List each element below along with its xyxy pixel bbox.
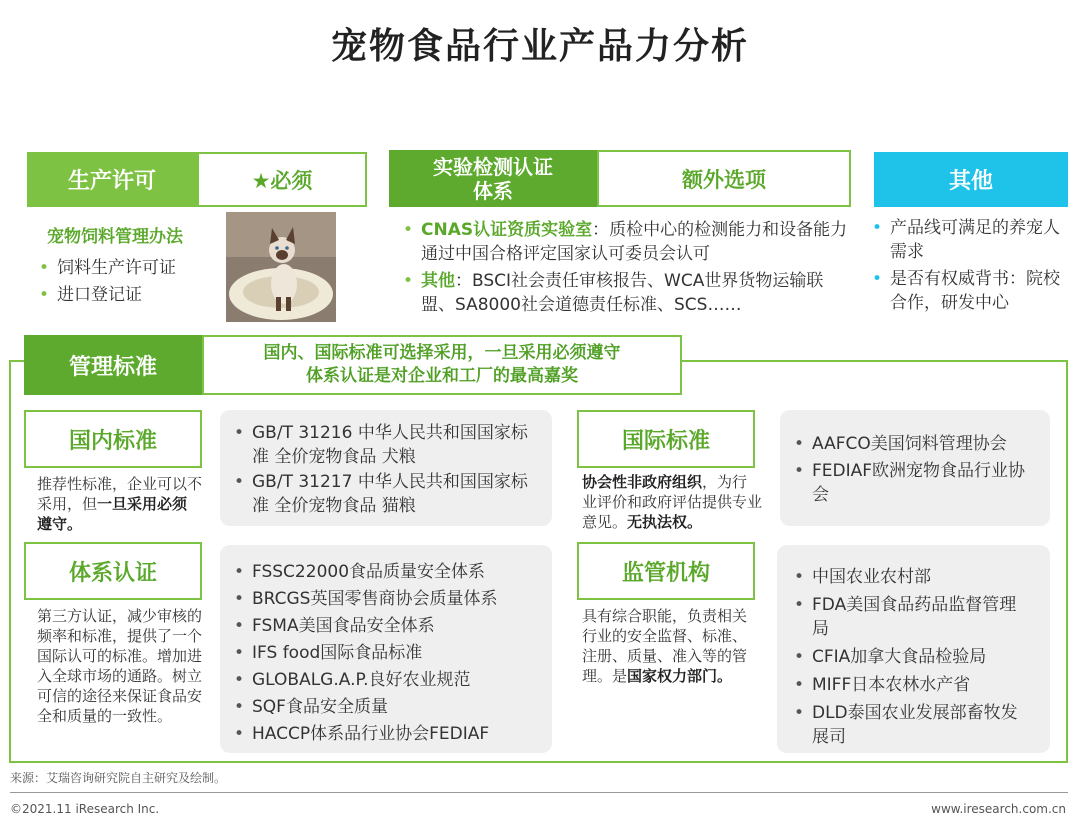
license-tag: ★必须 — [197, 152, 367, 207]
copyright: ©2021.11 iResearch Inc. — [10, 802, 160, 816]
list-item: • FSMA美国食品安全体系 — [232, 613, 547, 640]
regulator-desc — [582, 606, 757, 686]
list-item: • CFIA加拿大食品检验局 — [792, 645, 1032, 669]
page-title: 宠物食品行业产品力分析 — [330, 26, 749, 67]
list-item: • 是否有权威背书：院校合作，研发中心 — [870, 267, 1068, 315]
list-item — [401, 269, 851, 317]
regulator-list — [792, 565, 1032, 749]
regulator-desc-text: 具有综合职能，负责相关行业的安全监督、标准、注册、质量、准入等的管理。是 — [582, 607, 748, 685]
system-desc: 第三方认证，减少审核的频率和标准，提供了一个国际认可的标准。增加进入全球市场的通路。树立可信的途径来保证食品安全和质量的一致性。 — [37, 607, 203, 725]
list-item: • GLOBALG.A.P.良好农业规范 — [232, 667, 547, 694]
lab-item-bold: CNAS认证资质实验室 — [421, 220, 593, 240]
list-item — [401, 218, 851, 266]
regulator-desc-bold: 国家权力部门。 — [627, 667, 733, 685]
list-item: • HACCP体系品行业协会FEDIAF — [232, 721, 547, 748]
international-desc-bold: 协会性非政府组织 — [582, 473, 703, 491]
management-header: 管理标准 — [24, 335, 202, 395]
international-header: 国际标准 — [577, 410, 755, 468]
system-header: 体系认证 — [24, 542, 202, 600]
international-desc — [582, 472, 762, 532]
lab-item-text: ：质检中心的检测能力和设备能力通过中国合格评定国家认可委员会认可 — [421, 220, 848, 264]
international-list — [792, 432, 1040, 507]
list-item: • 中国农业农村部 — [792, 565, 1032, 589]
lab-tag: 额外选项 — [597, 150, 851, 207]
lab-list — [401, 218, 851, 317]
international-desc-bold2: 无执法权。 — [627, 513, 703, 531]
list-item: • AAFCO美国饲料管理协会 — [792, 432, 1040, 456]
footer-divider — [10, 792, 1068, 793]
domestic-desc — [37, 474, 202, 534]
list-item: • 饲料生产许可证 — [37, 255, 217, 282]
domestic-list — [232, 421, 532, 518]
list-item: • 产品线可满足的养宠人需求 — [870, 216, 1068, 264]
other-header: 其他 — [874, 152, 1068, 207]
list-item: • FEDIAF欧洲宠物食品行业协会 — [792, 459, 1040, 507]
license-subtitle: 宠物饲料管理办法 — [47, 227, 183, 247]
list-item: • SQF食品安全质量 — [232, 694, 547, 721]
regulator-header: 监管机构 — [577, 542, 755, 600]
system-list — [232, 559, 547, 748]
list-item: • GB/T 31217 中华人民共和国国家标准 全价宠物食品 猫粮 — [232, 470, 532, 518]
source-note: 来源：艾瑞咨询研究院自主研究及绘制。 — [10, 771, 227, 785]
domestic-desc-text: 推荐性标准，企业可以不采用，但 — [37, 475, 203, 513]
list-item: • BRCGS英国零售商协会质量体系 — [232, 586, 547, 613]
license-list — [37, 255, 217, 309]
list-item: • IFS food国际食品标准 — [232, 640, 547, 667]
list-item: • DLD泰国农业发展部畜牧发展司 — [792, 701, 1032, 749]
domestic-header: 国内标准 — [24, 410, 202, 468]
list-item: • 进口登记证 — [37, 282, 217, 309]
lab-item-text: ：BSCI社会责任审核报告、WCA世界货物运输联盟、SA8000社会道德责任标准、SCS…… — [421, 271, 824, 315]
international-desc-text: ，为行业评价和政府评估提供专业意见。 — [582, 473, 763, 531]
list-item: • GB/T 31216 中华人民共和国国家标准 全价宠物食品 犬粮 — [232, 421, 532, 469]
domestic-desc-bold: 一旦采用必须遵守。 — [37, 495, 188, 533]
list-item: • FSSC22000食品质量安全体系 — [232, 559, 547, 586]
lab-header: 实验检测认证体系 — [389, 150, 597, 207]
list-item: • FDA美国食品药品监督管理局 — [792, 593, 1032, 641]
lab-item-bold: 其他 — [421, 271, 455, 291]
cat-photo — [226, 212, 336, 322]
other-list — [870, 216, 1068, 315]
website-link[interactable]: www.iresearch.com.cn — [931, 802, 1066, 816]
license-header: 生产许可 — [27, 152, 197, 207]
list-item: • MIFF日本农林水产省 — [792, 673, 1032, 697]
management-banner: 国内、国际标准可选择采用，一旦采用必须遵守 体系认证是对企业和工厂的最高嘉奖 — [202, 335, 682, 395]
